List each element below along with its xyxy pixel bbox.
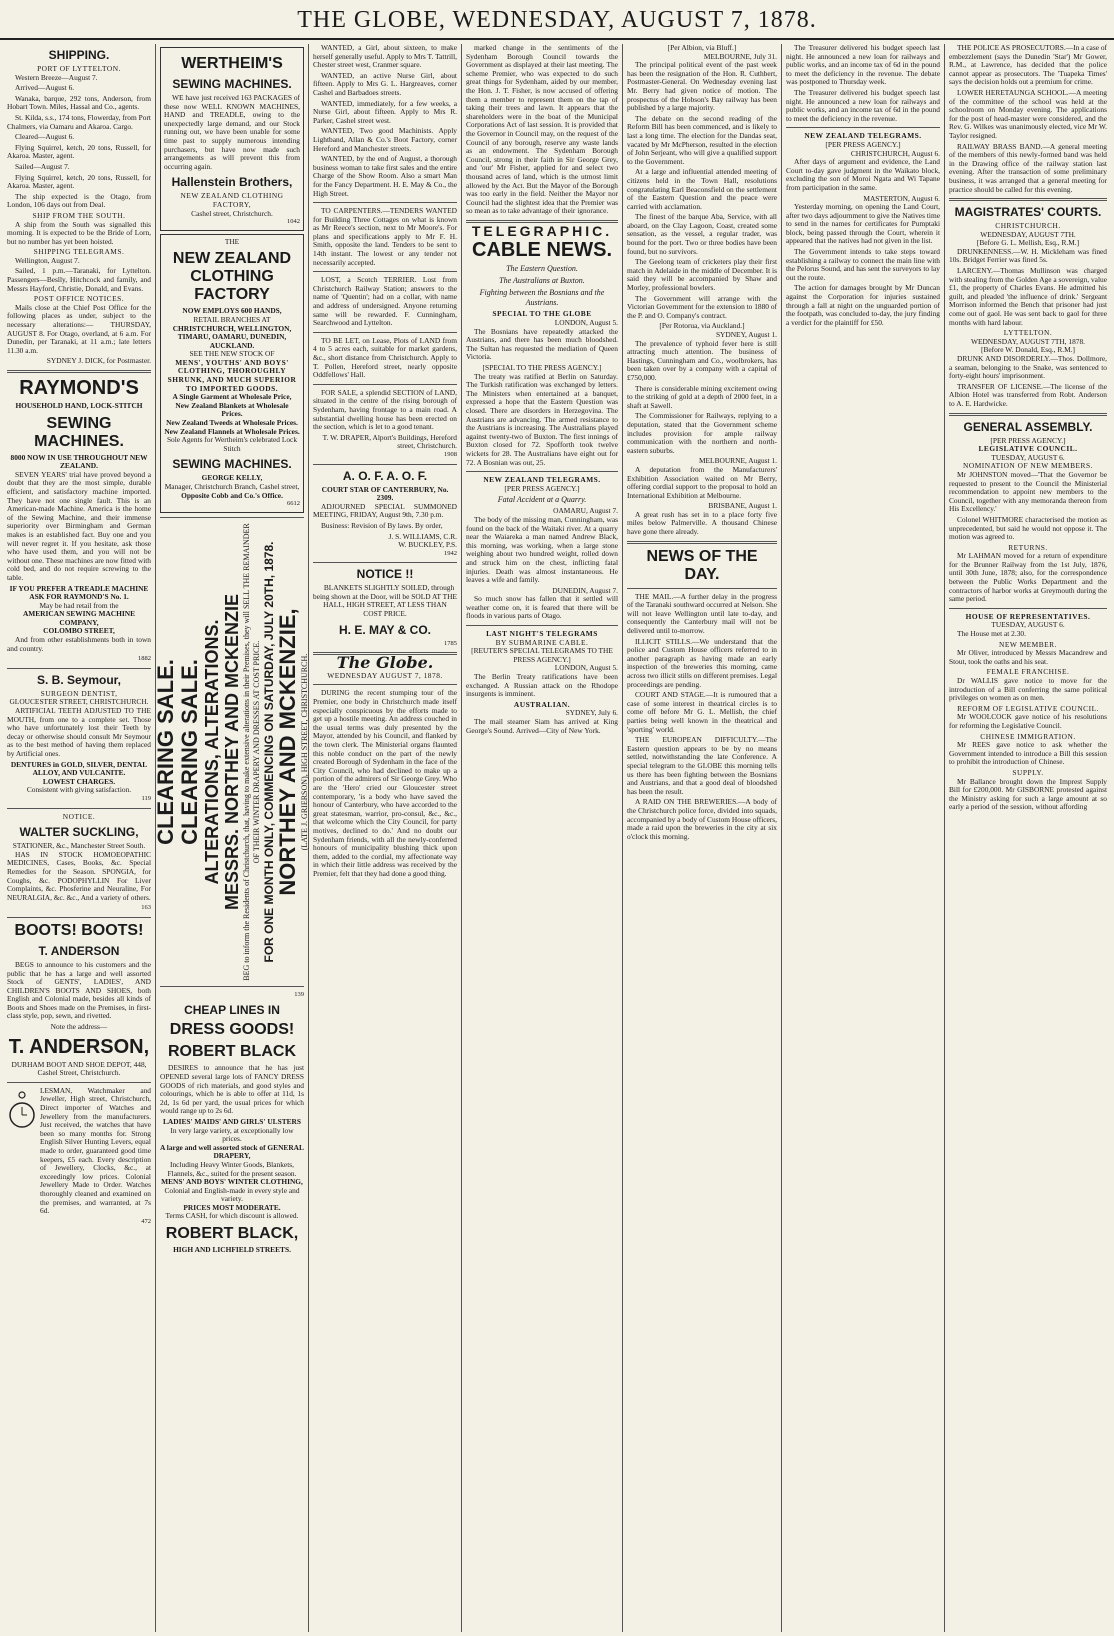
article-text: The Government intends to take steps toward establishing a railway to connect the main line with the Pelorus Sound, and has sent the surveyors to lay out the route. — [786, 247, 940, 282]
dateline: MASTERTON, August 6. — [863, 193, 940, 203]
council-item: Colonel WHITMORE characterised the motion as unprecedented, but said he would not oppose it. The motion was agreed to. — [949, 514, 1107, 542]
rot-line-4: MESSRS. NORTHEY AND MCKENZIE — [222, 593, 242, 910]
blankets-ad: BLANKETS SLIGHTLY SOILED, through being shown at the Door, will be SOLD AT THE HALL, HIGH STREET, AT LESS THAN COST PRICE. — [313, 583, 457, 619]
clearing-sale-ad — [153, 517, 309, 987]
court: COURT STAR OF CANTERBURY, No. 2309. — [321, 484, 449, 503]
column-7 — [946, 44, 1110, 1632]
date-line: TUESDAY, AUGUST 6. — [991, 620, 1065, 630]
carpenters-ad: TO CARPENTERS.—TENDERS WANTED for Building Three Cottages on what is known as Mr Reece's section, next to Mr Moore's. For plans and specifications apply to Mr F. H. Smith, opposite the land. Tenders to be sent to 14th instant. The lowest or any tender not necessarily accepted. — [313, 206, 457, 267]
cable-news-heading: CABLE NEWS. — [472, 239, 612, 262]
article-text: The Government will arrange with the Victorian Government for the extension to 1880 of the P. and O. Company's contract. — [627, 293, 777, 320]
mail-text: The mail steamer Siam has arrived at King George's Sound. Arrived—City of New York. — [466, 717, 618, 735]
court-item: DRUNKENNESS.—W. H. Mickleham was fined 10s. Bridget Ferrier was fined 5s. — [949, 246, 1107, 265]
drapery: A large and well assorted stock of GENERAL DRAPERY, — [160, 1142, 304, 1161]
dateline: SYDNEY, July 6. — [565, 708, 618, 718]
divider — [7, 370, 151, 373]
column-6 — [783, 44, 943, 1632]
divider — [627, 541, 777, 544]
column-5 — [624, 44, 780, 1632]
employs: NOW EMPLOYS 600 HANDS, — [182, 306, 282, 316]
seymour-charges: LOWEST CHARGES. — [42, 776, 116, 786]
magistrates-heading: MAGISTRATES' COURTS. — [954, 205, 1102, 220]
wanted-ad: WANTED, an active Nurse Girl, about fifteen. Apply to Mrs G. L. Hargreaves, corner Cashel and Barbadoes streets. — [313, 70, 457, 97]
aof-heading: A. O. F. A. O. F. — [342, 468, 428, 483]
rot-small: BEG to inform the Residents of Christchurch, that, having to make extensive alterations in their Premises, they will SELL THE REMAINDER OF THEIR WINTER DRAPERY AND DRESSES AT COST PRICE. — [242, 523, 261, 981]
buckley: W. BUCKLEY, P.S. — [398, 540, 457, 550]
ad-number: 1908 — [444, 450, 457, 458]
anderson-big: T. ANDERSON, — [8, 1035, 150, 1058]
court-item: TRANSFER OF LICENSE.—The license of the Albion Hotel was transferred from Robt. Anderson to A. E. Hardwicke. — [949, 381, 1107, 408]
may-company: H. E. MAY & CO. — [338, 622, 432, 637]
column-rule — [781, 44, 782, 1632]
wholesale: A Single Garment at Wholesale Price, — [172, 392, 292, 402]
news-of-day-heading: NEWS OF THE DAY. — [646, 547, 758, 583]
council-item: Mr LAHMAN moved for a return of expenditure for the Brunner Railway from the 1st July, 1876, until 30th June, 1878; also, for the correspondence between the Public Works Department and the contractors of harbor works at Greymouth during the same period. — [949, 551, 1107, 604]
colombo-street: COLOMBO STREET, — [43, 626, 115, 636]
divider — [466, 625, 618, 626]
news-item: A RAID ON THE BREWERIES.—A body of the Christchurch police force, divided into squads, accompanied by a body of Custom House officers, made a raid upon the breweries in the city at six o'clock this morning. — [627, 797, 777, 841]
draper: T. W. DRAPER, Alport's Buildings, Hereford street, Christchurch. — [322, 432, 457, 451]
per-rotorua: [Per Rotorua, via Auckland.] — [659, 321, 745, 331]
anderson-name: T. ANDERSON — [38, 943, 120, 958]
rot-line-1: CLEARING SALE. — [153, 658, 178, 845]
general-assembly-heading: GENERAL ASSEMBLY. — [963, 419, 1093, 434]
wanted-ad: WANTED, immediately, for a few weeks, a Nurse Girl, about fifteen. Apply to Mrs R. Parker, Cashel street west. — [313, 98, 457, 125]
news-item: LOWER HERETAUNGA SCHOOL.—A meeting of the committee of the school was held at the schoolroom on Monday evening. The applications for the post of head-master were considered, and the Rev. G. Wilkes was unanimously elected, vice Mr W. Taylor resigned. — [949, 87, 1107, 140]
news-item: COURT AND STAGE.—It is rumoured that a case of some interest in theatrical circles is to come off before Mr G. L. Mellish, the chief parties being well known in the theatrical and 'sporting' world. — [627, 690, 777, 734]
list-item: Flying Squirrel, ketch, 20 tons, Russell, for Akaroa. Master, agent. — [7, 172, 151, 191]
divider — [313, 332, 457, 333]
date-line: WEDNESDAY, AUGUST 7TH. — [980, 229, 1076, 239]
shipping-heading: SHIPPING. — [48, 48, 110, 62]
per-bluff: [Per Albion, via Bluff.] — [667, 43, 737, 52]
divider — [313, 464, 457, 465]
williams: J. S. WILLIAMS, C.R. — [388, 531, 457, 541]
ad-number: 1942 — [444, 549, 457, 557]
wertheim-title: WERTHEIM'S — [181, 55, 283, 72]
subhead: SUPPLY. — [1012, 767, 1044, 777]
fatal-text: The body of the missing man, Cunningham, was found on the back of the Waitaki river. At a quarry near the Waiareka a man named Andrew Black, this morning, was working, when a large stone weighing about two hundred weight, rolled down and struck him on the chest, inflicting fatal injuries. Death was almost instantaneous. He leaves a wife and family. — [466, 514, 618, 585]
dateline: LONDON, August 5. — [554, 663, 618, 673]
subhead: CHINESE IMMIGRATION. — [980, 731, 1076, 741]
divider — [627, 588, 777, 589]
flannels: New Zealand Flannels at Wholesale Prices. — [164, 426, 300, 436]
port-heading: PORT OF LYTTELTON. — [37, 64, 121, 73]
house-item: Dr WALLIS gave notice to move for the introduction of a Bill conferring the same political privileges on women as on men. — [949, 676, 1107, 703]
column-1 — [4, 44, 154, 1632]
lost-ad: LOST, a Scotch TERRIER. Lost from Christchurch Railway Station; answers to the name of 'Quentin'; had on a collar, with name and address of undersigned. Anyone returning same will be rewarded. F. Cunningham, Searchwood and Lyttelton. — [313, 275, 457, 328]
suckling-text: HAS IN STOCK HOMOEOPATHIC MEDICINES, Cases, Books, &c. Special Remedies for the Season. SPONGIA, for Coughs, &c. PODOPHYLLIN For Liver Complaints, &c. Phosferine and Neuraline, For NEURALGIA, &c. &c., And a variety of others. — [7, 849, 151, 902]
article-text: The Commissioner for Railways, replying to a deputation, stated that the Government scheme includes provision for ample railway communication with the northern and north-eastern suburbs. — [627, 411, 777, 455]
post-signature: SYDNEY J. DICK, for Postmaster. — [46, 356, 151, 366]
list-item: The ship expected is the Otago, from London, 106 days out from Deal. — [7, 191, 151, 210]
raymond-title: RAYMOND'S — [19, 377, 139, 399]
kelly-address: Opposite Cobb and Co.'s Office. — [181, 490, 283, 500]
ad-number: 139 — [294, 990, 304, 998]
subhead: REFORM OF LEGISLATIVE COUNCIL. — [957, 703, 1099, 713]
sole-agents: Sole Agents for Wertheim's celebrated Lock Stitch — [166, 435, 298, 453]
article-text: There is considerable mining excitement owing to the striking of gold at a depth of 2000 feet, in a shaft at Sawell. — [627, 383, 777, 410]
news-item: RAILWAY BRASS BAND.—A general meeting of the members of this newly-formed band was held in the Drawing office of the railway station last evening. After the transaction of some preliminary business, it was arranged that a general meeting for practice should be called for this evening. — [949, 141, 1107, 194]
adjourned: ADJOURNED SPECIAL SUMMONED MEETING, FRIDAY, August 9th, 7.30 p.m. — [313, 501, 457, 520]
nz-telegrams-heading: NEW ZEALAND TELEGRAMS. — [804, 131, 922, 141]
blankets: New Zealand Blankets at Wholesale Prices. — [175, 400, 289, 419]
watch-icon — [7, 1087, 37, 1135]
divider — [7, 917, 151, 918]
column-rule — [461, 44, 462, 1632]
to-let-ad: TO BE LET, on Lease, Plots of LAND from 4 to 5 acres each, suitable for market gardens, &c., short distance from Christchurch. Apply to T. Pollen, Hereford street, nearly opposite Oddfellows' Hall. — [313, 335, 457, 380]
black-name: ROBERT BLACK — [168, 1043, 296, 1061]
court-item: DRUNK AND DISORDERLY.—Thos. Dollmore, a seaman, belonging to the Snake, was sentenced to forty-eight hours' imprisonment. — [949, 354, 1107, 381]
house-item: Mr WOOLCOCK gave notice of his resolutions for reforming the Legislative Council. — [949, 712, 1107, 730]
divider — [313, 202, 457, 203]
news-item: ILLICIT STILLS.—We understand that the police and Custom House officers referred to in another paragraph as having made an early inspection of the breweries this morning, came across two illicit stills on different premises. Legal proceedings are pending. — [627, 636, 777, 689]
divider — [7, 668, 151, 669]
masthead — [0, 0, 1114, 40]
terms: Terms CASH, for which discount is allowed. — [165, 1211, 299, 1221]
divider — [313, 384, 457, 385]
subhead: NOMINATION OF NEW MEMBERS. — [963, 461, 1093, 471]
legislative-heading: LEGISLATIVE COUNCIL. — [978, 444, 1078, 454]
divider — [949, 198, 1107, 201]
berlin-text: The Berlin Treaty ratifications have been exchanged. A Russian attack on the Rhodope insurgents is imminent. — [466, 672, 618, 699]
special-heading: SPECIAL TO THE GLOBE — [492, 309, 592, 319]
watch-ad — [7, 1087, 151, 1218]
nz-telegrams-heading: NEW ZEALAND TELEGRAMS. — [483, 475, 601, 485]
date-line: WEDNESDAY, AUGUST 7TH, 1878. — [970, 336, 1085, 346]
column-4 — [463, 44, 621, 1632]
article-text: The debate on the second reading of the Reform Bill has been commenced, and is likely to last a long time. The election for the Dandas seat, vacated by Mr McPherson, resulted in the election of John Serjeant, who will give a qualified support to the Government. — [627, 113, 777, 166]
article-text: The Treasurer delivered his budget speech last night. He announced a new loan for railways and public works, and an income tax of 6d in the pound to meet the deficiency in the revenue. The debate was postponed to Thursday week. — [786, 43, 940, 87]
seymour-name: S. B. Seymour, — [36, 672, 122, 687]
divider — [7, 1082, 151, 1083]
nz-clothing: NEW ZEALAND CLOTHING FACTORY, — [180, 191, 284, 209]
dateline: DUNEDIN, August 7. — [552, 585, 618, 595]
buxton-sub: The Australians at Buxton. — [499, 276, 585, 286]
colombo-text: And from other establishments both in town and country. — [7, 635, 151, 653]
globe-date: WEDNESDAY AUGUST 7, 1878. — [327, 670, 443, 680]
anderson-text: BEGS to announce to his customers and the public that he has a large and well assorted Stock of GENTS', LADIES', AND CHILDREN'S BOOTS AND SHOES, both English and Colonial made, besides all kinds of Boots and Shoes made on the Premises, in first-class style, pop, sewn, and rivetted. — [7, 959, 151, 1021]
black-big: ROBERT BLACK, — [165, 1225, 299, 1243]
american-company: AMERICAN SEWING MACHINE COMPANY, — [22, 609, 136, 627]
press-text: The treaty was ratified at Berlin on Saturday. The Turkish ratification was exchanged by letters. The Ministers when entertained at a banquet, expressed a hope that the Eastern Question was closed. There are disorders in Herzegovina. The Austrians are advancing. The armed resistance to the Austrians is increasing. The Australians played against twenty-two of Buxton. The first innings of Buxton closed for 72. Spofforth took twelve wickets for 28. The Australians have eight out for 72. A Bosnian was out, 25. — [466, 371, 618, 467]
dress-goods: DRESS GOODS! — [169, 1021, 295, 1039]
house-item: The House met at 2.30. — [957, 629, 1026, 639]
dateline: OAMARU, August 7. — [553, 506, 618, 516]
wertheim-main: SEWING MACHINES. — [172, 77, 292, 91]
dateline: BRISBANE, August 1. — [708, 501, 777, 511]
list-item: Wellington, August 7. — [15, 255, 80, 265]
shipping-list — [7, 74, 151, 210]
column-rule — [944, 44, 945, 1632]
news-item: THE MAIL.—A further delay in the progress of the Taranaki southward occurred at Nelson. She will not leave Wellington until late to-day, and consequently the Canterbury mail will not be delivered until to-morrow. — [627, 591, 777, 636]
article-text: Yesterday morning, on opening the Land Court, after two days adjournment to give the Natives time to send in the names for certificates for Pumptaki block, being passed through the Court, wherein it appeared that the natives had not given in the list. — [786, 202, 940, 246]
notice-heading: NOTICE. — [62, 811, 96, 821]
raymond-subtitle: HOUSEHOLD HAND, LOCK-STITCH — [15, 401, 143, 410]
article-text: The principal political event of the past week has been the resignation of the Hon. R. Cuthbert, Postmaster-General. On Wednesday evening last Mr. Berry had given notice of motion. The prospectus of the Hobson's Bay railway has been published by a large majority. — [627, 60, 777, 113]
column-3 — [310, 44, 460, 1632]
suckling-sub: STATIONER, &c., Manchester Street South. — [12, 841, 146, 851]
telegraphic-heading: TELEGRAPHIC. — [471, 222, 613, 239]
ad-number: 6612 — [287, 500, 300, 508]
dateline: SYDNEY, August 1. — [715, 330, 777, 339]
ship-south-heading: SHIP FROM THE SOUTH. — [32, 210, 126, 220]
cheap-lines: CHEAP LINES IN — [184, 1003, 280, 1018]
wertheim-text: WE have just received 163 PACKAGES of these now WELL KNOWN MACHINES, HAND and TREADLE, owing to the unexpectedly large demand, and our Stock running out, we have been unable for some time past to supply numerous intending purchasers, but have now made such arrangements as will prevent this from occurring again. — [164, 93, 300, 171]
suckling-name: WALTER SUCKLING, — [19, 825, 139, 840]
article-text: A deputation from the Manufacturers' Exhibition Association waited on Mr Berry, offering cordial support to the proposal to hold an International Exhibition at Melbourne. — [627, 464, 777, 500]
wertheim-ad — [160, 47, 304, 231]
rot-small-2: (LATE J. GRIERSON), HIGH STREET, CHRISTCHURCH. — [300, 653, 309, 851]
press-association: [PER PRESS AGENCY.] — [504, 483, 580, 493]
house-heading: HOUSE OF REPRESENTATIVES. — [965, 611, 1091, 621]
rot-line-6: NORTHEY AND MCKENZIE, — [275, 608, 300, 896]
australian-heading: AUSTRALIAN. — [513, 699, 571, 709]
ulsters-sub: In very large variety, at exceptionally low prices. — [170, 1125, 294, 1144]
cable-text: The Bosnians have repeatedly attacked the Austrians, and there has been much bloodshed. The Sultan has requested the mediation of Queen Victoria. — [466, 326, 618, 362]
press-agency: [PER PRESS AGENCY.] — [825, 139, 901, 149]
article-text: At a large and influential attended meeting of citizens held in the Town Hall, resolutions congratulating Earl Beaconsfield on the settlement of the Eastern Question and the peace were carried with acclamation. — [627, 167, 777, 211]
globe-title: The Globe. — [336, 653, 434, 673]
list-item: Arrived—August 6. — [15, 83, 75, 93]
raymond-now: 8000 NOW IN USE THROUGHOUT NEW ZEALAND. — [10, 452, 148, 471]
column-2 — [153, 44, 309, 1632]
list-item: Flying Squirrel, ketch, 20 tons, Russell, for Akaroa. Master, agent. — [7, 142, 151, 161]
editorial-continued: marked change in the sentiments of the Sydenham Borough Council towards the Government as displayed at their last meeting. The scheme Premier, who was expected to do such great things for Sydenham, aided by our member, the Hon. J. T. Fisher, is now accused of offering them a member to represent them on the tap of taking their trees and lawn. It appears that the shareholders were in the boat of the Municipal Corporations Act of last session. It is provided that the Governor in Council may, on the request of the Council of any borough, reserve any waste lands as an endowment. The Sydenham Borough Council, strong in their faith in Sir George Grey, and 'our' Mr Fisher, applied for and select two thousand acres of land, which is the utmost limit allowed by the Act. But the Mayor of the Borough was too early in the field. Neither the Mayor nor Council had the slightest idea that the Premier was so mean as to take advantage of their ignorance. — [466, 43, 618, 216]
list-item: Cleared—August 6. — [15, 132, 75, 142]
nzcf-title: NEW ZEALAND CLOTHING FACTORY — [172, 250, 292, 304]
ad-number: 1785 — [444, 639, 457, 647]
retail: RETAIL BRANCHES AT — [193, 314, 271, 324]
black-address: HIGH AND LICHFIELD STREETS. — [173, 1245, 291, 1255]
before-line: [Before W. Donald, Esq., R.M.] — [980, 345, 1075, 355]
seymour-dentures: DENTURES in GOLD, SILVER, DENTAL ALLOY, AND VULCANITE. — [10, 759, 148, 778]
raymond-main: SEWING MACHINES. — [34, 414, 124, 450]
press-agency: [PER PRESS AGENCY.] — [990, 435, 1066, 445]
news-item: THE POLICE AS PROSECUTORS.—In a case of embezzlement (says the Dunedin 'Star') Mr Gower, R.M., at Lawrence, has decided that the police cannot appear as prosecutors. The 'Tuapeka Times' says the decision holds out a premium for crime. — [949, 43, 1107, 87]
shipping-telegrams-heading: SHIPPING TELEGRAMS. — [33, 247, 125, 257]
christchurch-heading: CHRISTCHURCH. — [995, 221, 1061, 231]
cashel: Cashel street, Christchurch. — [191, 208, 273, 218]
tweeds: New Zealand Tweeds at Wholesale Prices. — [166, 418, 298, 428]
divider — [7, 808, 151, 809]
dunedin-text: So much snow has fallen that it settled will weather come on, it is feared that there will be floods in various parts of Otago. — [466, 594, 618, 621]
house-item: Mr REES gave notice to ask whether the Government intended to introduce a Bill this session to prohibit the introduction of Chinese. — [949, 740, 1107, 767]
dateline: LONDON, August 5. — [554, 318, 618, 328]
black-text: DESIRES to announce that he has just OPENED several large lots of FANCY DRESS GOODS of rich materials, and good styles and colourings, which he is able to offer at 11d, 1s 2d, 1s 6d per yard, the usual prices for which would range up to 2s 6d. — [160, 1063, 304, 1116]
list-item: Wanaka, barque, 292 tons, Anderson, from Hobart Town. Miles, Hassal and Co., agents. — [7, 93, 151, 112]
ad-number: 119 — [141, 794, 151, 802]
may-be-had: May be had retail from the — [39, 600, 119, 610]
post-office-text: Mails close at the Chief Post Office for the following places as under, subject to the necessary alterations:— THURSDAY, AUGUST 8. For Otago, overland, at 6 a.m. For Dunedin, per Taranaki, at 11 a.m.; late letters 11.30 a.m. — [7, 302, 151, 355]
reuters-heading: [REUTER'S SPECIAL TELEGRAMS TO THE PRESS AGENCY.] — [471, 646, 613, 664]
boots-title: BOOTS! BOOTS! — [14, 921, 144, 939]
dateline: MELBOURNE, July 31. — [703, 51, 777, 61]
divider — [313, 684, 457, 685]
subhead: RETURNS. — [1008, 542, 1048, 552]
editorial: DURING the recent stumping tour of the Premier, one body in Christchurch made itself especially conspicuous by the efforts made to get up a hostile meeting. An address couched in the usual terms was duly presented by the Mayor, attended by his Council, and flanked by the town clerk. The Ministerial organs flaunted this noble conduct on the part of the newly created Borough of Sydenham in the face of the City Council, who had declined to make up a portion of the admirers of Sir George Grey. Who are the 'Hero' cried our Gloucester street contemporary, 'is a body who have saved the honour of Canterbury, who have accorded to the great statesman, warrior, pro-consul, &c., &c., that welcome which the City Council, for party motives, declined to do.' And no doubt our Sydenham friends, with all the newly-conferred honours of municipality blushing thick upon them, added to the cordial, my affectionate way in which their little address was received by the Premier, felt that they had done a good thing. — [313, 688, 457, 878]
see-stock: SEE THE NEW STOCK OF — [189, 349, 275, 359]
divider — [313, 271, 457, 272]
ad-number: 1882 — [138, 655, 151, 663]
seymour-footer: Consistent with giving satisfaction. — [26, 785, 132, 795]
eastern-sub: The Eastern Question. — [506, 264, 578, 274]
list-item: Sailed, 1 p.m.—Taranaki, for Lyttelton. Passengers—Beslly, Hitchcock and family, and Messrs Hayford, Christie, Donald, and Evans. — [7, 266, 151, 293]
press-agency: [SPECIAL TO THE PRESS AGENCY.] — [482, 363, 602, 373]
nzcf-ad — [160, 234, 304, 513]
council-item: Mr JOHNSTON moved—'That the Governor be requested to present to the Council the Ministerial recommendation to appoint new members to the Council, together with any memoranda thereon from His Excellency.' — [949, 469, 1107, 514]
divider — [949, 608, 1107, 609]
rot-line-3: ALTERATIONS, ALTERATIONS. — [202, 619, 222, 885]
mens-sub: Colonial and English-made in every style and variety. — [164, 1185, 300, 1204]
post-office-heading: POST OFFICE NOTICES. — [33, 294, 125, 304]
rot-line-5: FOR ONE MONTH ONLY, COMMENCING ON SATURDAY, JULY 20TH, 1878. — [262, 541, 276, 963]
fatal-heading: Fatal Accident at a Quarry. — [497, 495, 587, 505]
article-text: The action for damages brought by Mr Duncan against the Corporation for injuries sustained through a fall at night on the unguarded portion of the footpath, was concluded to-day, the jury finding a verdict for the plaintiff for £50. — [786, 283, 940, 327]
dateline: CHRISTCHURCH, August 6. — [850, 148, 940, 158]
article-text: The prevalence of typhoid fever here is still attracting much attention. The business of Hastings, Cunningham and Co., woolbrokers, has been taken over by a company with a capital of £750,000. — [627, 338, 777, 382]
rot-line-2: CLEARING SALE. — [177, 658, 202, 845]
ship-south-text: A ship from the South was signalled this morning. It is expected to be the Bride of Lorn, but no number has yet been hoisted. — [7, 219, 151, 246]
sewing-machines: SEWING MACHINES. — [172, 457, 292, 472]
wanted-ad: WANTED, by the end of August, a thorough business woman to take first sales and the entire Charge of the Show Room. Also a smart Man for the Fancy Department. H. E. May & Co., the High Street. — [313, 154, 457, 198]
before-line: [Before G. L. Mellish, Esq., R.M.] — [976, 238, 1080, 248]
house-item: Mr Oliver, introduced by Messrs Macandrew and Stout, took the oaths and his seat. — [949, 648, 1107, 666]
for-sale-ad: FOR SALE, a splendid SECTION of LAND, situated in the centre of the rising borough of Sydenham, having frontage to a main road. A substantial dwelling house has been erected on the section, which is let to a good tenant. — [313, 387, 457, 432]
anderson-note: Note the address— — [50, 1022, 108, 1032]
column-rule — [622, 44, 623, 1632]
mens-boys: MENS' AND BOYS' WINTER CLOTHING, — [161, 1177, 303, 1187]
kelly-sub: Manager, Christchurch Branch, Cashel street, — [164, 482, 300, 491]
article-text: A great rush has set in to a place forty five miles below Palmerville. A thousand Chinese have gone there already. — [627, 509, 777, 537]
divider — [466, 471, 618, 472]
seymour-address: GLOUCESTER STREET, CHRISTCHURCH. — [9, 697, 149, 707]
drapery-sub: Including Heavy Winter Goods, Blankets, Flannels, &c., suited for the present season. — [167, 1159, 297, 1178]
ad-number: 472 — [141, 1217, 151, 1225]
mens-clothing: MENS', YOUTHS' AND BOYS' CLOTHING, THOROUGHLY SHRUNK, AND MUCH SUPERIOR TO IMPORTED GOODS. — [167, 357, 297, 393]
divider — [786, 127, 940, 128]
hallenstein: Hallenstein Brothers, — [171, 175, 293, 190]
wanted-ad: WANTED, Two good Machinists. Apply Lightband, Allan & Co.'s Boot Factory, corner Hereford and Manchester streets. — [313, 126, 457, 153]
seymour-title: SURGEON DENTIST, — [40, 688, 118, 698]
article-text: The Geelong team of cricketers play their first match in Adelaide in the middle of December. It is said they will be accompanied by Shaw and Morley, professional bowlers. — [627, 257, 777, 293]
ad-number: 1042 — [287, 218, 300, 226]
raymond-text: SEVEN YEARS' trial have proved beyond a doubt that they are the most simple, durable efficient, and satisfactory machine imported. They have not one single fault. This is an American-made Machine. America is the home of the Sewing Machine, and their immense superiority over Birmingham and German makes is an established fact. Buy one and you will never regret it. If you hesitate, ask those who have used them, and you will not be without one. These machines are now fitted with cold bed, and do not require screwing to the table. — [7, 469, 151, 582]
the-label: THE — [224, 236, 240, 246]
seymour-text: ARTIFICIAL TEETH ADJUSTED TO THE MOUTH, from one to a complete set. Those who have unfortunately lost their Teeth by decay or otherwise should consult Mr Seymour as to the best method of having them replaced by Artificial ones. — [7, 706, 151, 758]
wanted-ad: WANTED, a Girl, about sixteen, to make herself generally useful. Apply to Mrs T. Tattrill, Chester street west, Cranmer square. — [313, 43, 457, 70]
date-line: TUESDAY, AUGUST 6. — [991, 452, 1065, 462]
house-item: Mr Ballance brought down the Imprest Supply Bill for £200,000. Mr GISBORNE protested against the Ministry asking for such a large amount at so early a period of the session, without affording — [949, 776, 1107, 812]
article-text: The finest of the barque Aba, Service, with all aboard, on the Clay Lagoon, Coast, created some sensation, as the vessel, a regular trader, was bound for the port. Two or three bodies have been found, but no survivors. — [627, 212, 777, 256]
list-item: St. Kilda, s.s., 174 tons, Flowerday, from Port Chalmers, via Oamaru and Akaroa. Cargo. — [7, 112, 151, 131]
subhead: FEMALE FRANCHISE. — [986, 667, 1070, 677]
fighting-sub: Fighting between the Bosnians and the Austrians. — [479, 288, 605, 308]
submarine-heading: BY SUBMARINE CABLE. — [495, 637, 589, 647]
watch-text: LESMAN, Watchmaker and Jeweller, High street, Christchurch, Direct importer of Watches and Jewellery from the manufacturers. Just received, the watches that have been so many months for. Strong English Silver Hunting Levers, equal made to order, guaranteed good time keepers, £5 each. Every description of Jewellery, Clocks, &c., at exceedingly low prices. Colonial Jewellery Made to Order. Watches thoroughly cleaned and examined on the premises, and warranted, at 7s 6d. — [40, 1085, 151, 1216]
last-night-heading: LAST NIGHT'S TELEGRAMS — [486, 629, 598, 639]
article-text: After days of argument and evidence, the Land Court to-day gave judgment in the Waikato block, excluding the son of Moroi Ngata and Wi Tapane from participation in the same. — [786, 157, 940, 192]
notice-heading: NOTICE !! — [356, 567, 414, 582]
prices: PRICES MOST MODERATE. — [183, 1202, 281, 1212]
court-item: LARCENY.—Thomas Mullinson was charged with stealing from the Golden Age a sovereign, value £1, the property of Charles Evans. He admitted his guilt, and pleaded 'the influence of drink.' Sergeant Morrison informed the Bench that prisoner had just come out of gaol. He was sent back to gaol for three months with hard labour. — [949, 266, 1107, 327]
ad-number: 163 — [141, 904, 151, 912]
ulsters: LADIES' MAIDS' AND GIRLS' ULSTERS — [163, 1116, 301, 1126]
divider — [313, 562, 457, 563]
list-item: Western Breeze—August 7. — [15, 72, 98, 82]
rotated-ad-text — [154, 522, 310, 982]
subhead: NEW MEMBER. — [999, 639, 1057, 649]
lyttelton-heading: LYTTELTON. — [1003, 328, 1053, 338]
newspaper-title: THE GLOBE, WEDNESDAY, AUGUST 7, 1878. — [297, 7, 817, 33]
article-text: The Treasurer delivered his budget speech last night. He announced a new loan for railways and public works, and an income tax of 6d in the pound to meet the deficiency in the revenue. — [786, 87, 940, 123]
kelly: GEORGE KELLY, — [201, 473, 263, 483]
anderson-address: DURHAM BOOT AND SHOE DEPOT, 448, Cashel Street, Christchurch. — [11, 1059, 147, 1078]
divider — [949, 413, 1107, 416]
list-item: Sailed—August 7. — [15, 161, 70, 171]
dateline: MELBOURNE, August 1. — [698, 456, 777, 466]
branches: CHRISTCHURCH, WELLINGTON, TIMARU, OAMARU, DUNEDIN, AUCKLAND. — [172, 323, 292, 350]
business: Business: Revision of By laws. By order, — [321, 520, 443, 530]
news-item: THE EUROPEAN DIFFICULTY.—The Eastern question appears to be by no means settled, notwithstanding the late Conference. A special telegram to the GLOBE this morning tells us there has been fighting between the Bosnians and Austrians, and that a good deal of bloodshed has been the result. — [627, 735, 777, 796]
treadle-note: IF YOU PREFER A TREADLE MACHINE ASK FOR RAYMOND'S No. 1. — [9, 583, 149, 602]
